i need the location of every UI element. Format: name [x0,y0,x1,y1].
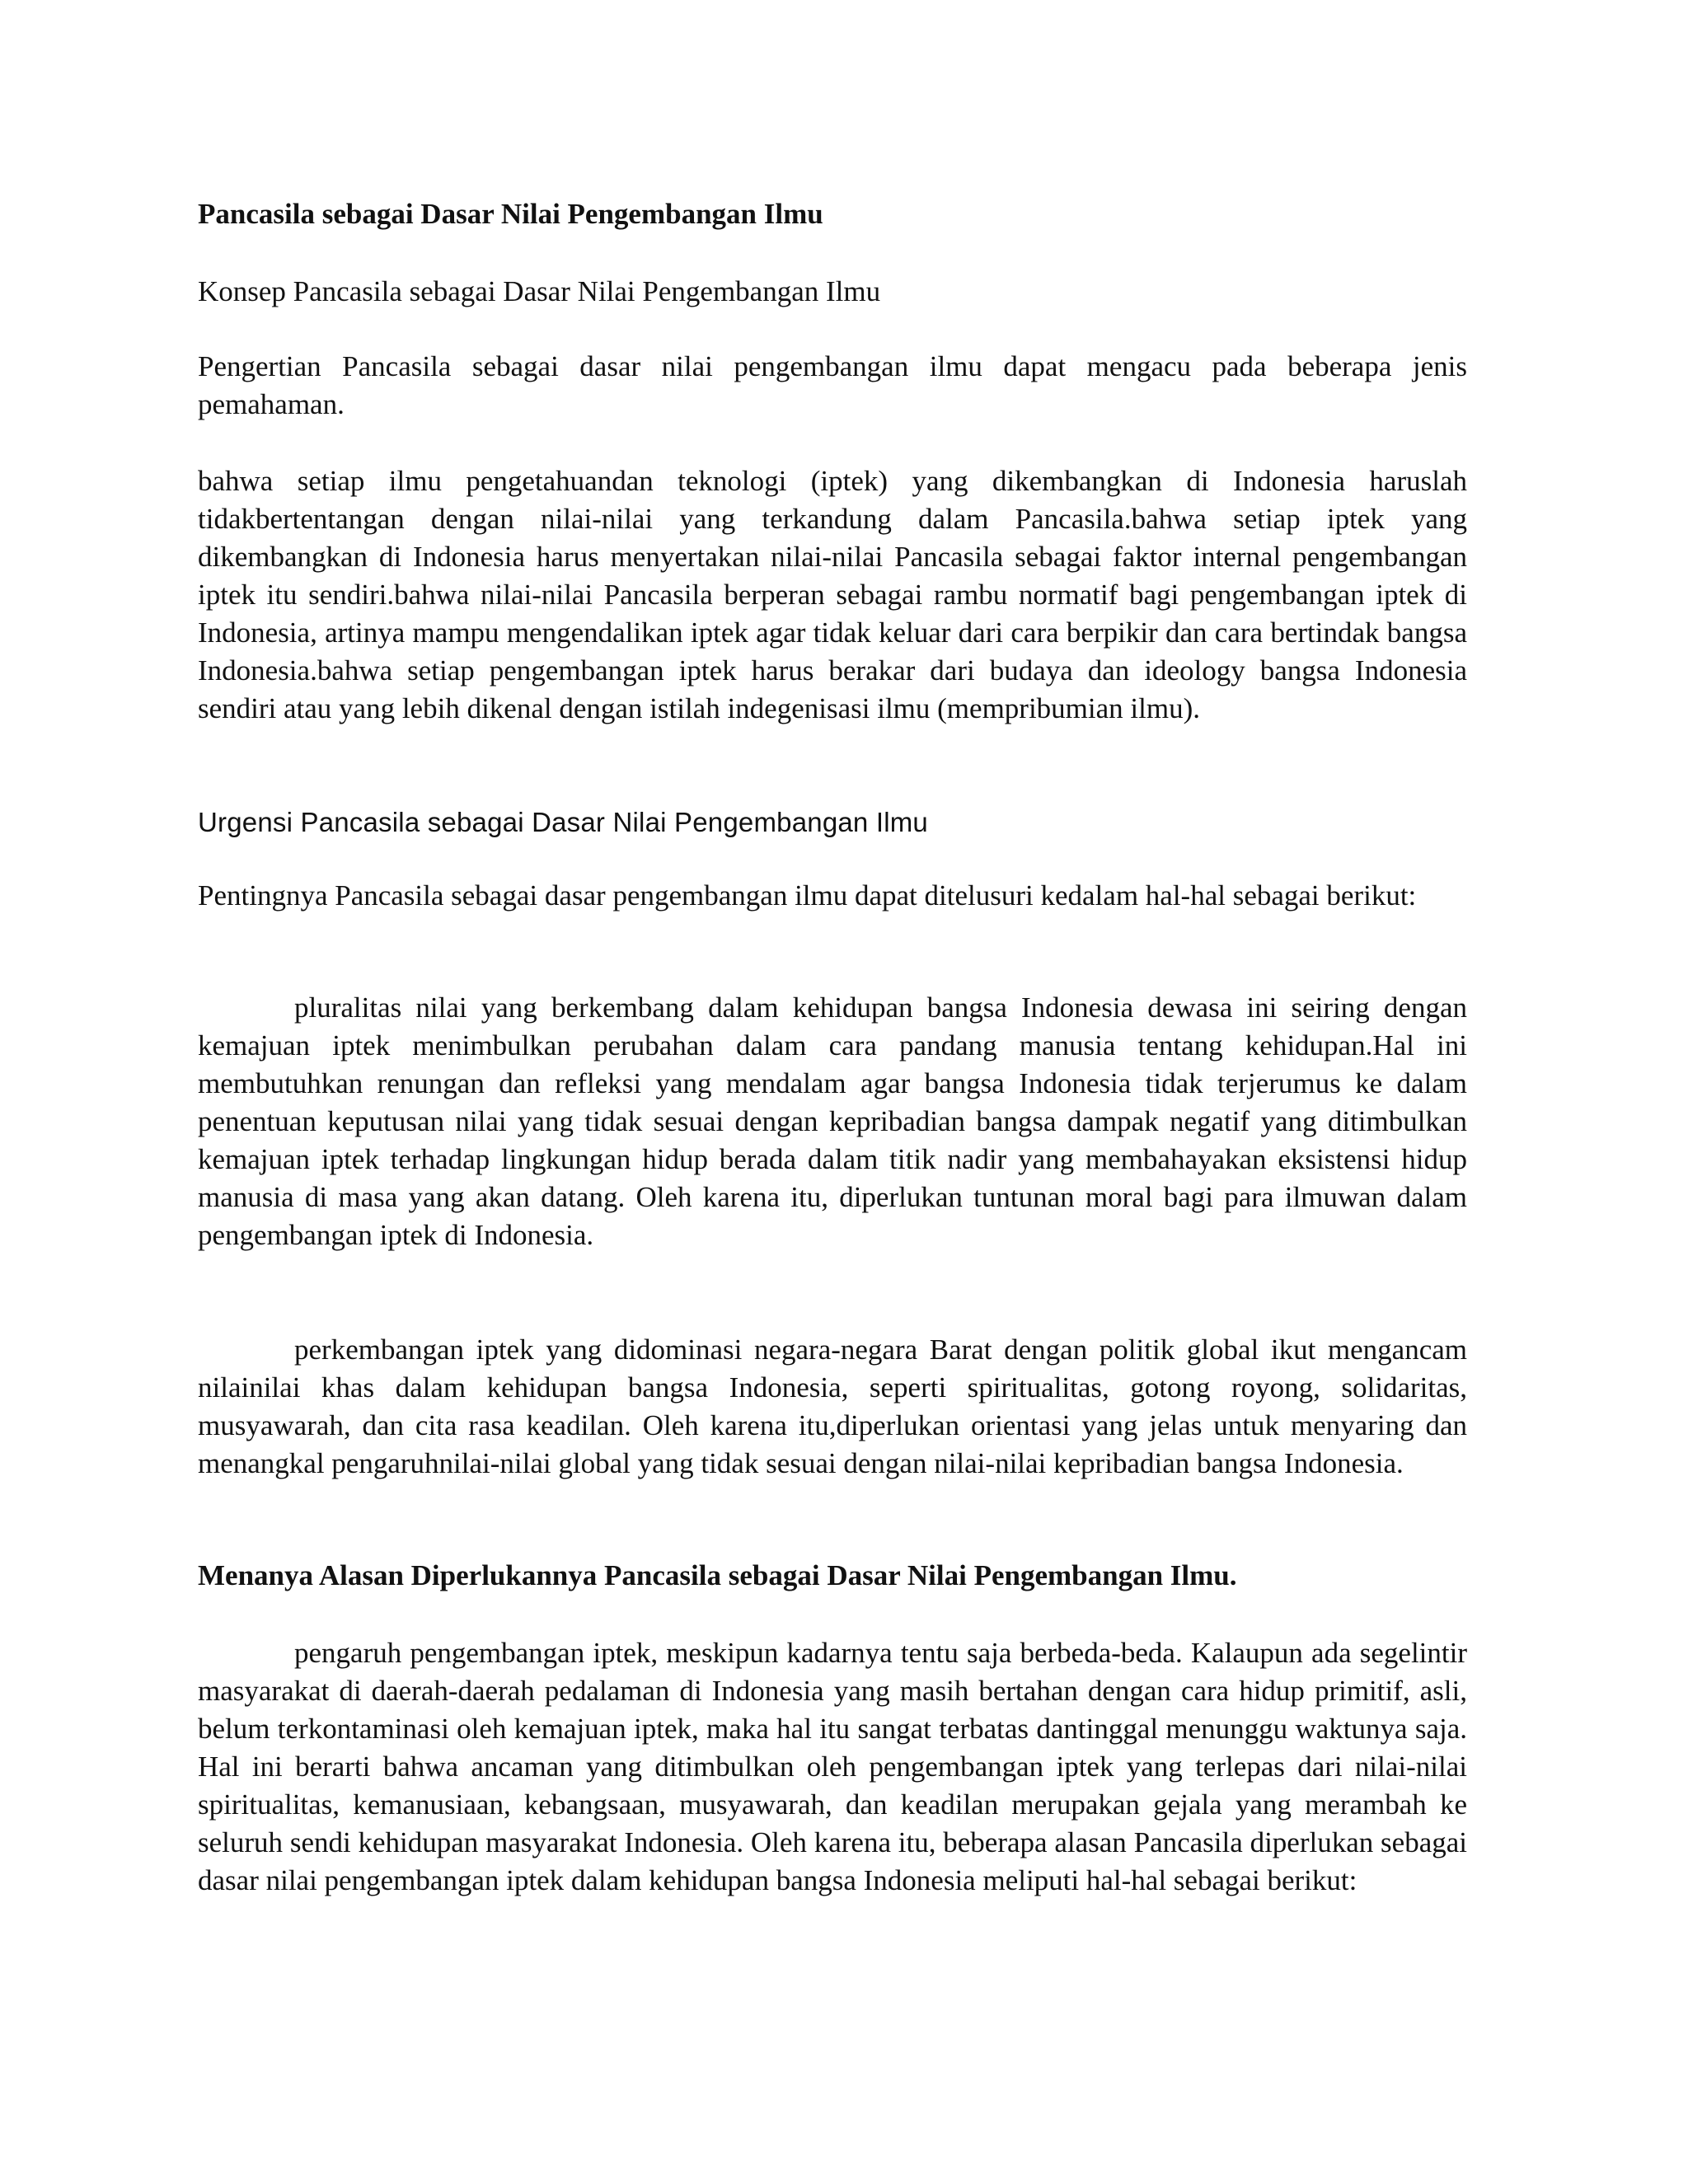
concept-heading: Konsep Pancasila sebagai Dasar Nilai Pengembangan Ilmu [198,275,881,307]
paragraph-western-dominance: perkembangan iptek yang didominasi negara-negara Barat dengan politik global ikut mengancam nilainilai khas dalam kehidupan bangsa Indonesia, seperti spiritualitas, gotong royong, solidaritas, musyawarah, dan cita rasa keadilan. Oleh karena itu,diperlukan orientasi yang jelas untuk menyaring dan menangkal pengaruhnilai-nilai global yang tidak sesuai dengan nilai-nilai kepribadian bangsa Indonesia. [198,1333,1467,1479]
paragraph-definition: Pengertian Pancasila sebagai dasar nilai pengembangan ilmu dapat mengacu pada beberapa jenis pemahaman. [198,350,1467,420]
reasons-heading: Menanya Alasan Diperlukannya Pancasila sebagai Dasar Nilai Pengembangan Ilmu. [198,1559,1237,1591]
document-title: Pancasila sebagai Dasar Nilai Pengembangan Ilmu [198,198,823,230]
paragraph-reasons: pengaruh pengembangan iptek, meskipun kadarnya tentu saja berbeda-beda. Kalaupun ada segelintir masyarakat di daerah-daerah pedalaman di Indonesia yang masih bertahan dengan cara hidup primitif, asli, belum terkontaminasi oleh kemajuan iptek, maka hal itu sangat terbatas dantinggal menunggu waktunya saja. Hal ini berarti bahwa ancaman yang ditimbulkan oleh pengembangan iptek yang terlepas dari nilai-nilai spiritualitas, kemanusiaan, kebangsaan, musyawarah, dan keadilan merupakan gejala yang merambah ke seluruh sendi kehidupan masyarakat Indonesia. Oleh karena itu, beberapa alasan Pancasila diperlukan sebagai dasar nilai pengembangan iptek dalam kehidupan bangsa Indonesia meliputi hal-hal sebagai berikut: [198,1637,1467,1896]
paragraph-urgency-intro: Pentingnya Pancasila sebagai dasar pengembangan ilmu dapat ditelusuri kedalam hal-hal sebagai berikut: [198,879,1417,912]
urgency-heading: Urgensi Pancasila sebagai Dasar Nilai Pengembangan Ilmu [198,807,928,837]
paragraph-value-plurality: pluralitas nilai yang berkembang dalam kehidupan bangsa Indonesia dewasa ini seiring dengan kemajuan iptek menimbulkan perubahan dalam cara pandang manusia tentang kehidupan.Hal ini membutuhkan renungan dan refleksi yang mendalam agar bangsa Indonesia tidak terjerumus ke dalam penentuan keputusan nilai yang tidak sesuai dengan kepribadian bangsa dampak negatif yang ditimbulkan kemajuan iptek terhadap lingkungan hidup berada dalam titik nadir yang membahayakan eksistensi hidup manusia di masa yang akan datang. Oleh karena itu, diperlukan tuntunan moral bagi para ilmuwan dalam pengembangan iptek di Indonesia. [198,991,1467,1251]
paragraph-concept-points: bahwa setiap ilmu pengetahuandan teknologi (iptek) yang dikembangkan di Indonesia haruslah tidakbertentangan dengan nilai-nilai yang terkandung dalam Pancasila.bahwa setiap iptek yang dikembangkan di Indonesia harus menyertakan nilai-nilai Pancasila sebagai faktor internal pengembangan iptek itu sendiri.bahwa nilai-nilai Pancasila berperan sebagai rambu normatif bagi pengembangan iptek di Indonesia, artinya mampu mengendalikan iptek agar tidak keluar dari cara berpikir dan cara bertindak bangsa Indonesia.bahwa setiap pengembangan iptek harus berakar dari budaya dan ideology bangsa Indonesia sendiri atau yang lebih dikenal dengan istilah indegenisasi ilmu (mempribumian ilmu). [198,465,1467,724]
